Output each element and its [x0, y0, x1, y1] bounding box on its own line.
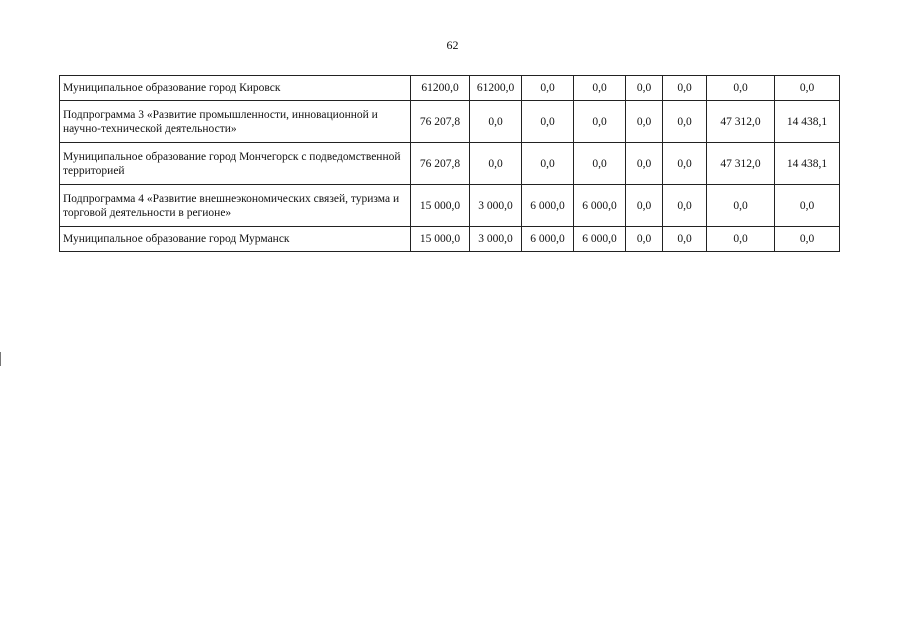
table-cell: 0,0: [626, 76, 663, 101]
table-row: [60, 227, 840, 252]
table-cell: 0,0: [574, 76, 626, 101]
table-cell: 0,0: [626, 143, 663, 185]
table-cell: 0,0: [574, 143, 626, 185]
table-cell: 0,0: [626, 101, 663, 143]
table-cell: 0,0: [663, 76, 707, 101]
row-label: Подпрограмма 4 «Развитие внешнеэкономических связей, туризма и торговой деятельности в регионе»: [60, 185, 411, 227]
table-cell: 76 207,8: [411, 143, 470, 185]
table-row: [60, 143, 840, 185]
table-cell: 0,0: [775, 76, 840, 101]
table-cell: 0,0: [707, 227, 775, 252]
table-cell: 0,0: [775, 227, 840, 252]
scan-margin-mark: [0, 352, 1, 366]
table-cell: 0,0: [663, 227, 707, 252]
row-label: Муниципальное образование город Кировск: [60, 76, 411, 101]
page-number: 62: [446, 38, 459, 52]
table-cell: 14 438,1: [775, 101, 840, 143]
table-cell: 6 000,0: [574, 185, 626, 227]
table-cell: 0,0: [663, 101, 707, 143]
table-cell: 0,0: [470, 101, 522, 143]
table-cell: 6 000,0: [522, 185, 574, 227]
table-cell: 61200,0: [411, 76, 470, 101]
row-label: Муниципальное образование город Мурманск: [60, 227, 411, 252]
table-cell: 0,0: [707, 185, 775, 227]
row-label: Подпрограмма 3 «Развитие промышленности, инновационной и научно-технической деятельности»: [60, 101, 411, 143]
table-cell: 3 000,0: [470, 227, 522, 252]
table-cell: 0,0: [775, 185, 840, 227]
table-cell: 0,0: [663, 185, 707, 227]
table-cell: 6 000,0: [522, 227, 574, 252]
table-cell: 0,0: [707, 76, 775, 101]
table-cell: 61200,0: [470, 76, 522, 101]
table-cell: 47 312,0: [707, 101, 775, 143]
table-cell: 0,0: [574, 101, 626, 143]
table-cell: 15 000,0: [411, 227, 470, 252]
table-row: [60, 76, 840, 101]
table-cell: 6 000,0: [574, 227, 626, 252]
table-cell: 0,0: [626, 227, 663, 252]
table-cell: 76 207,8: [411, 101, 470, 143]
table-cell: 0,0: [663, 143, 707, 185]
table-cell: 0,0: [470, 143, 522, 185]
table-cell: 3 000,0: [470, 185, 522, 227]
row-label: Муниципальное образование город Мончегорск с подведомственной территорией: [60, 143, 411, 185]
table-cell: 0,0: [522, 143, 574, 185]
table-row: [60, 101, 840, 143]
budget-table: [59, 75, 840, 252]
table-row: [60, 185, 840, 227]
table-cell: 0,0: [626, 185, 663, 227]
table-cell: 0,0: [522, 101, 574, 143]
table-cell: 0,0: [522, 76, 574, 101]
table-cell: 47 312,0: [707, 143, 775, 185]
table-cell: 15 000,0: [411, 185, 470, 227]
table-cell: 14 438,1: [775, 143, 840, 185]
